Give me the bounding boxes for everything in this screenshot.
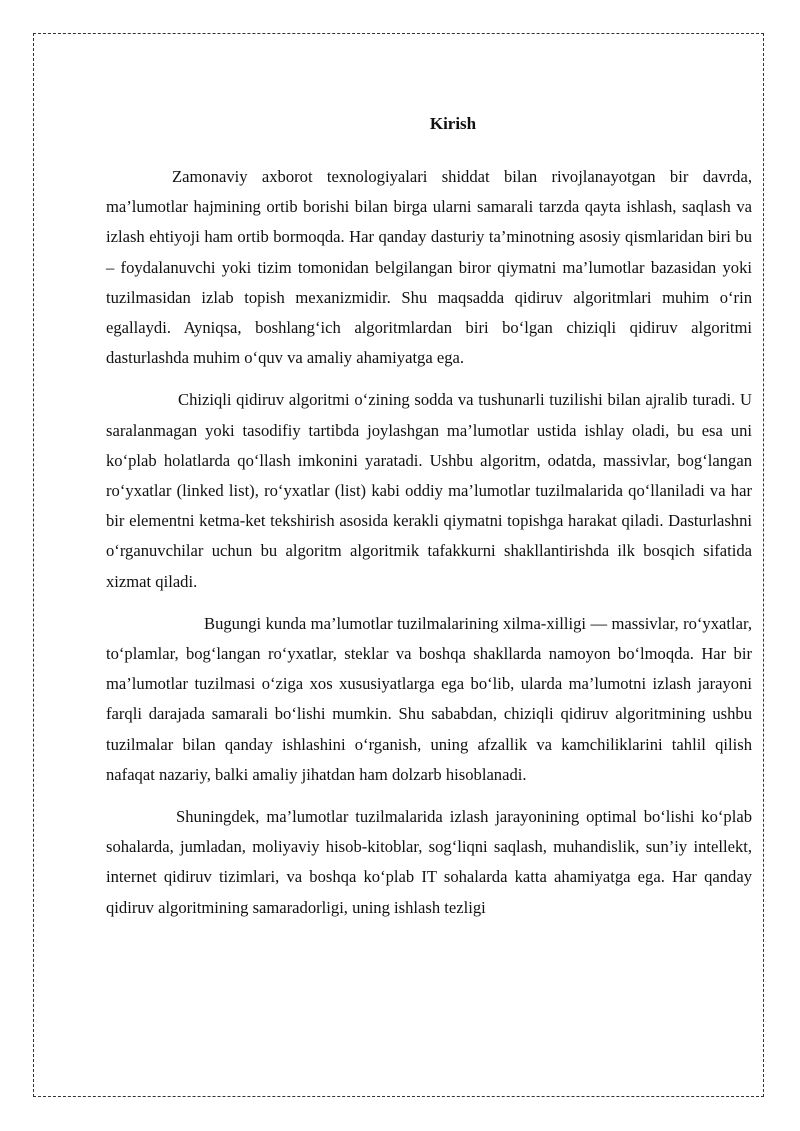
paragraph-2: Chiziqli qidiruv algoritmi o‘zining sodda va tushunarli tuzilishi bilan ajralib turadi. U saralanmagan yoki tasodifiy tartibda joylashgan ma’lumotlar ustida ishlay oladi, bu esa uni ko‘plab holatlarda qo‘llash imkonini yaratadi. Ushbu algoritm, odatda, massivlar, bog‘langan ro‘yxatlar (linked list), ro‘yxatlar (list) kabi oddiy ma’lumotlar tuzilmalarida qo‘llaniladi va har bir elementni ketma-ket tekshirish asosida kerakli qiymatni topishga harakat qiladi. Dasturlashni o‘rganuvchilar uchun bu algoritm algoritmik tafakkurni shakllantirishda ilk bosqich sifatida xizmat qiladi. bbox=[106, 390, 752, 591]
paragraph-3: Bugungi kunda ma’lumotlar tuzilmalarining xilma-xilligi — massivlar, ro‘yxatlar, to‘plamlar, bog‘langan ro‘yxatlar, steklar va boshqa shakllarda namoyon bo‘lmoqda. Har bir ma’lumotlar tuzilmasi o‘ziga xos xususiyatlarga ega bo‘lib, ularda ma’lumotni izlash jarayoni farqli darajada samarali bo‘lishi mumkin. Shu sababdan, chiziqli qidiruv algoritmining ushbu tuzilmalar bilan qanday ishlashini o‘rganish, uning afzallik va kamchiliklarini tahlil qilish nafaqat nazariy, balki amaliy jihatdan ham dolzarb hisoblanadi. bbox=[106, 613, 752, 784]
page-title: Kirish bbox=[429, 114, 477, 133]
document-body bbox=[106, 112, 752, 935]
paragraph-1: Zamonaviy axborot texnologiyalari shiddat bilan rivojlanayotgan bir davrda, ma’lumotlar hajmining ortib borishi bilan birga ularni samarali tarzda qayta ishlash, saqlash va izlash ehtiyoji ham ortib bormoqda. Har qanday dasturiy ta’minotning asosiy qismlaridan biri bu – foydalanuvchi yoki tizim tomonidan belgilangan biror qiymatni ma’lumotlar bazasidan yoki tuzilmasidan izlab topish mexanizmidir. Shu maqsadda qidiruv algoritmlari muhim o‘rin egallaydi. Ayniqsa, boshlang‘ich algoritmlardan biri bo‘lgan chiziqli qidiruv algoritmi dasturlashda muhim o‘quv va amaliy ahamiyatga ega. bbox=[106, 167, 752, 368]
paragraph-4: Shuningdek, ma’lumotlar tuzilmalarida izlash jarayonining optimal bo‘lishi ko‘plab sohalarda, jumladan, moliyaviy hisob-kitoblar, sog‘liqni saqlash, muhandislik, sun’iy intellekt, internet qidiruv tizimlari, va boshqa ko‘plab IT sohalarda katta ahamiyatga ega. Har qanday qidiruv algoritmining samaradorligi, uning ishlash tezligi bbox=[106, 807, 752, 917]
